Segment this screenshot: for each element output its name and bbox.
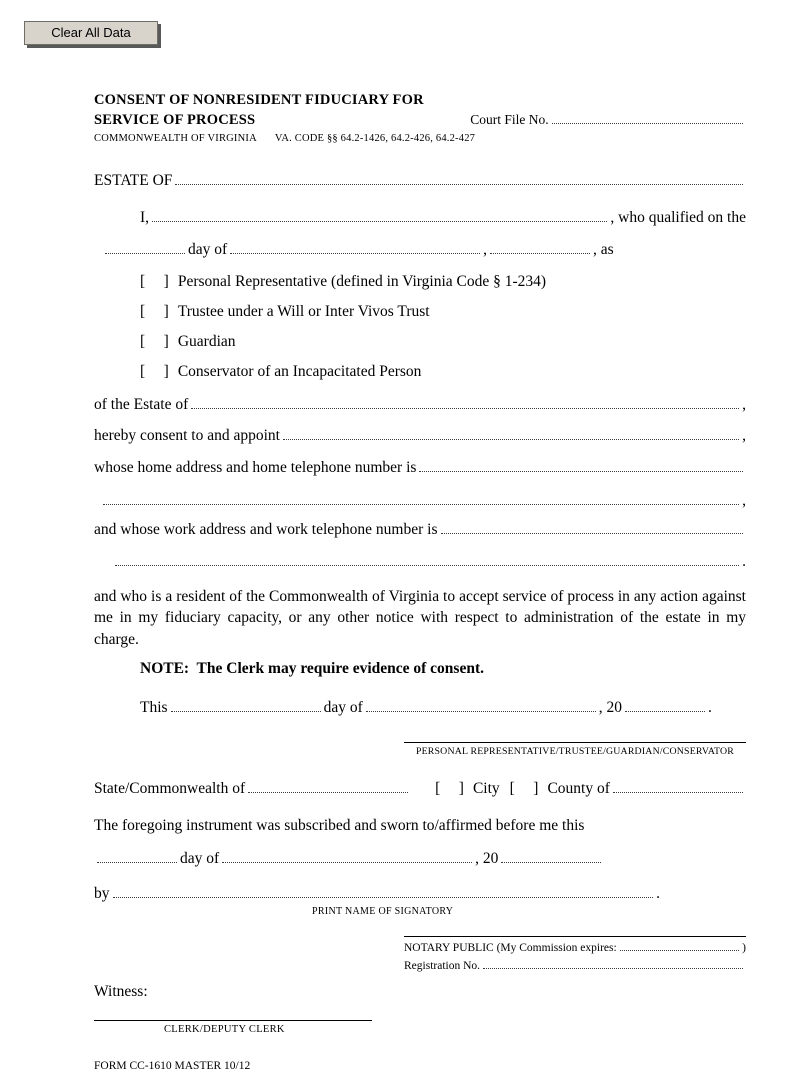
registration-number-field[interactable]	[483, 967, 743, 969]
conservator-checkbox[interactable]: [ ]	[140, 362, 170, 380]
registration-row	[404, 959, 746, 973]
county-of-label: County of	[547, 780, 610, 798]
twenty-text-1: , 20	[598, 699, 622, 717]
work-address-row	[94, 521, 746, 540]
day-of-label-3: day of	[180, 850, 220, 868]
period-2: .	[707, 699, 712, 717]
period-1: .	[742, 553, 746, 571]
option-row-conservator	[94, 363, 746, 382]
work-address-cont-row	[94, 553, 746, 572]
day-of-label-2: day of	[323, 699, 363, 717]
day-of-label-1: day of	[188, 240, 228, 258]
fiduciary-signature-caption: PERSONAL REPRESENTATIVE/TRUSTEE/GUARDIAN/CONSERVATOR	[415, 746, 735, 758]
resident-paragraph: and who is a resident of the Commonwealth of Virginia to accept service of process in any action against me in my fiduciary capacity, or any other notice with respect to administration of the estate in my charge.	[94, 587, 746, 648]
foregoing-text: The foregoing instrument was subscribed and sworn to/affirmed before me this	[94, 817, 585, 835]
print-name-caption: PRINT NAME OF SIGNATORY	[312, 905, 454, 917]
witness-label: Witness:	[94, 983, 148, 1001]
option-row-guardian	[94, 333, 746, 352]
estate-name-row	[94, 396, 746, 415]
notary-block	[404, 936, 746, 973]
trustee-label: Trustee under a Will or Inter Vivos Trust	[177, 302, 430, 320]
court-file-field[interactable]	[552, 122, 743, 124]
form-title-line1: CONSENT OF NONRESIDENT FIDUCIARY FOR	[94, 92, 424, 108]
estate-of-label: ESTATE OF	[94, 172, 173, 190]
commission-expiry-field[interactable]	[620, 949, 739, 951]
conservator-label: Conservator of an Incapacitated Person	[177, 362, 422, 380]
qualified-date-row	[94, 241, 746, 260]
this-label: This	[140, 699, 168, 717]
court-file-label: Court File No.	[470, 111, 549, 127]
qualified-year-field[interactable]	[490, 252, 590, 254]
city-label: City	[472, 780, 500, 798]
notary-year-field[interactable]	[501, 861, 601, 863]
signing-month-field[interactable]	[366, 710, 596, 712]
fiduciary-signature-line[interactable]	[404, 742, 746, 743]
signing-day-field[interactable]	[171, 710, 321, 712]
estate-of-field[interactable]	[175, 183, 743, 185]
qualified-month-field[interactable]	[230, 252, 480, 254]
signatory-name-field[interactable]	[113, 896, 654, 898]
home-address-row	[94, 459, 746, 478]
comma-4: ,	[742, 492, 746, 510]
as-text: , as	[593, 240, 614, 258]
commonwealth-label: COMMONWEALTH OF VIRGINIA	[94, 133, 257, 145]
notary-signature-line[interactable]	[404, 936, 746, 937]
home-address-cont-row	[94, 492, 746, 511]
home-address-field-2[interactable]	[103, 503, 739, 505]
clear-all-data-button[interactable]: Clear All Data	[24, 21, 158, 45]
registration-label: Registration No.	[404, 960, 481, 973]
va-code-label: VA. CODE §§ 64.2-1426, 64.2-426, 64.2-427	[274, 133, 476, 145]
declarant-name-field[interactable]	[152, 220, 607, 222]
appointee-row	[94, 427, 746, 446]
who-qualified-text: , who qualified on the	[610, 209, 746, 227]
home-address-label: whose home address and home telephone number is	[94, 459, 417, 477]
county-checkbox[interactable]: [ ]	[509, 780, 540, 798]
form-title-line2: SERVICE OF PROCESS	[94, 111, 256, 128]
note-text: NOTE: The Clerk may require evidence of consent.	[140, 660, 484, 678]
guardian-label: Guardian	[177, 332, 236, 350]
state-commonwealth-label: State/Commonwealth of	[94, 780, 246, 798]
foregoing-row	[94, 817, 746, 836]
signing-date-row	[94, 699, 746, 718]
appointee-name-field[interactable]	[283, 438, 739, 440]
comma-2: ,	[742, 395, 746, 413]
i-label: I,	[140, 209, 150, 227]
note-row	[94, 660, 746, 679]
declarant-row	[94, 209, 746, 228]
option-row-personal-representative	[94, 273, 746, 292]
notary-date-row	[94, 850, 746, 869]
twenty-text-2: , 20	[475, 850, 499, 868]
form-title-row2	[94, 112, 746, 130]
state-name-field[interactable]	[248, 791, 408, 793]
personal-representative-label: Personal Representative (defined in Virginia Code § 1-234)	[177, 272, 547, 290]
by-row	[94, 885, 746, 904]
personal-representative-checkbox[interactable]: [ ]	[140, 272, 170, 290]
state-row	[94, 780, 746, 799]
option-row-trustee	[94, 303, 746, 322]
notary-day-field[interactable]	[97, 861, 177, 863]
by-label: by	[94, 884, 110, 902]
comma-3: ,	[742, 427, 746, 445]
comma-1: ,	[483, 240, 488, 258]
work-address-label: and whose work address and work telephone number is	[94, 521, 438, 539]
qualified-day-field[interactable]	[105, 252, 185, 254]
signing-year-field[interactable]	[625, 710, 705, 712]
notary-label: NOTARY PUBLIC (My Commission expires:	[404, 942, 617, 955]
witness-row	[94, 983, 746, 1002]
work-address-field[interactable]	[441, 532, 744, 534]
period-3: .	[656, 884, 660, 902]
county-name-field[interactable]	[613, 791, 743, 793]
notary-month-field[interactable]	[222, 861, 472, 863]
clerk-signature-line[interactable]	[94, 1002, 372, 1021]
estate-name-field[interactable]	[191, 407, 739, 409]
guardian-checkbox[interactable]: [ ]	[140, 332, 170, 350]
notary-close-paren: )	[742, 942, 746, 955]
estate-of-row	[94, 172, 746, 191]
form-content	[94, 92, 746, 1073]
of-the-estate-of-label: of the Estate of	[94, 395, 189, 413]
fiduciary-signature-block	[404, 742, 746, 758]
home-address-field[interactable]	[419, 470, 743, 472]
city-checkbox[interactable]: [ ]	[435, 780, 465, 798]
hereby-consent-label: hereby consent to and appoint	[94, 427, 280, 445]
clerk-caption: CLERK/DEPUTY CLERK	[164, 1023, 285, 1035]
work-address-field-2[interactable]	[115, 564, 739, 566]
form-number: FORM CC-1610 MASTER 10/12	[94, 1059, 251, 1072]
trustee-checkbox[interactable]: [ ]	[140, 302, 170, 320]
form-subtitle	[94, 133, 746, 146]
notary-row	[404, 941, 746, 955]
